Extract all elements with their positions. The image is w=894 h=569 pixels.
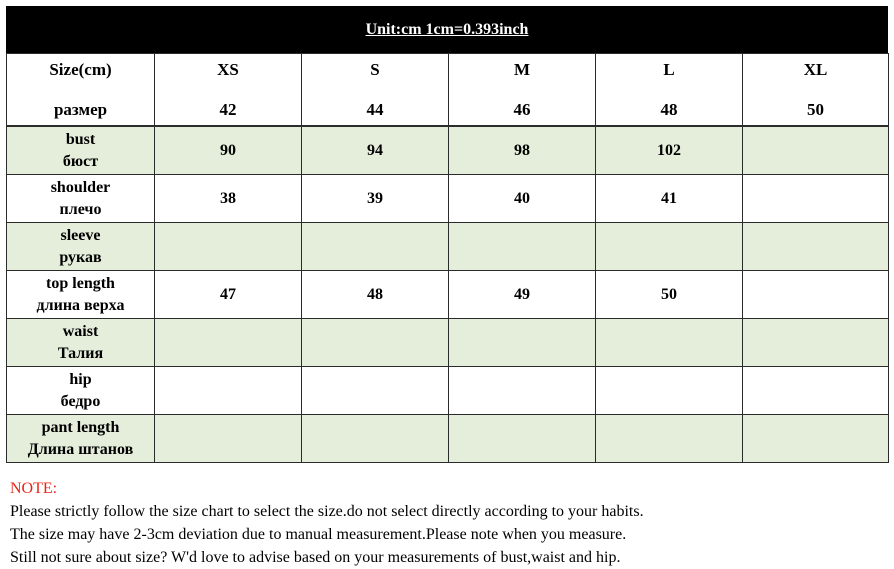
row-shoulder <box>7 175 889 223</box>
row-label-ru: длина верха <box>36 296 125 314</box>
table-cell <box>743 223 889 271</box>
table-cell <box>743 367 889 415</box>
row-sleeve <box>7 223 889 271</box>
row-label-en: waist <box>62 322 99 340</box>
size-eu: 44 <box>366 99 384 119</box>
size-col-l <box>596 54 743 127</box>
size-chart-table <box>6 53 889 463</box>
table-cell <box>302 319 449 367</box>
size-eu: 48 <box>660 99 678 119</box>
table-cell: 47 <box>155 271 302 319</box>
size-label: XL <box>803 59 828 79</box>
note-title: NOTE: <box>10 480 58 497</box>
note-line: The size may have 2-3cm deviation due to manual measurement.Please note when you measure. <box>10 526 627 543</box>
row-label <box>7 271 155 319</box>
notes-section <box>10 477 888 569</box>
row-label-ru: плечо <box>59 200 102 218</box>
row-label <box>7 367 155 415</box>
table-cell: 48 <box>302 271 449 319</box>
table-cell <box>302 415 449 463</box>
size-label: L <box>663 59 675 79</box>
size-header-row <box>7 54 889 127</box>
row-label <box>7 415 155 463</box>
size-eu: 50 <box>807 99 824 119</box>
table-cell: 40 <box>449 175 596 223</box>
table-cell: 98 <box>449 126 596 175</box>
table-cell: 49 <box>449 271 596 319</box>
row-pant-length <box>7 415 889 463</box>
table-cell: 41 <box>596 175 743 223</box>
table-cell <box>302 223 449 271</box>
row-label-en: pant length <box>41 418 120 436</box>
size-col-s <box>302 54 449 127</box>
table-cell <box>449 223 596 271</box>
size-cm-label: Size(cm) <box>49 59 112 79</box>
unit-header <box>6 6 888 53</box>
table-cell <box>743 126 889 175</box>
row-label <box>7 126 155 175</box>
table-cell <box>596 367 743 415</box>
row-label <box>7 223 155 271</box>
size-col-xl <box>743 54 889 127</box>
row-label-ru: Талия <box>57 344 104 362</box>
size-label: M <box>513 59 531 79</box>
size-label: S <box>370 59 380 79</box>
table-cell <box>155 367 302 415</box>
row-label-en: bust <box>65 130 96 148</box>
row-label-ru: бюст <box>62 152 99 170</box>
table-cell: 94 <box>302 126 449 175</box>
table-cell: 102 <box>596 126 743 175</box>
row-label-ru: Длина штанов <box>27 440 134 458</box>
table-cell <box>743 271 889 319</box>
size-ru-label: размер <box>53 99 108 119</box>
note-line: Please strictly follow the size chart to select the size.do not select directly according to your habits. <box>10 503 644 520</box>
size-col-xs <box>155 54 302 127</box>
table-cell <box>596 223 743 271</box>
row-label-ru: рукав <box>59 248 102 266</box>
table-cell: 90 <box>155 126 302 175</box>
table-cell <box>743 319 889 367</box>
table-cell <box>449 415 596 463</box>
row-label-en: sleeve <box>60 226 101 244</box>
table-cell <box>155 319 302 367</box>
size-corner-cell <box>7 54 155 127</box>
row-label-en: top length <box>46 274 115 292</box>
table-cell <box>596 415 743 463</box>
table-cell <box>155 415 302 463</box>
note-line: Still not sure about size? W'd love to advise based on your measurements of bust,waist and hip. <box>10 549 621 566</box>
table-cell <box>743 415 889 463</box>
row-label-en: shoulder <box>50 178 111 196</box>
table-cell: 39 <box>302 175 449 223</box>
row-label-en: hip <box>69 370 92 388</box>
table-cell <box>596 319 743 367</box>
row-top-length <box>7 271 889 319</box>
table-cell <box>155 223 302 271</box>
size-col-m <box>449 54 596 127</box>
table-cell: 50 <box>596 271 743 319</box>
table-cell <box>302 367 449 415</box>
row-bust <box>7 126 889 175</box>
table-cell: 38 <box>155 175 302 223</box>
table-cell <box>449 319 596 367</box>
row-waist <box>7 319 889 367</box>
row-label-ru: бедро <box>60 392 101 410</box>
size-eu: 46 <box>513 99 531 119</box>
unit-text: Unit:cm 1cm=0.393inch <box>365 20 529 38</box>
table-cell <box>743 175 889 223</box>
size-label: XS <box>217 59 239 79</box>
row-hip <box>7 367 889 415</box>
row-label <box>7 175 155 223</box>
size-eu: 42 <box>219 99 237 119</box>
table-cell <box>449 367 596 415</box>
row-label <box>7 319 155 367</box>
